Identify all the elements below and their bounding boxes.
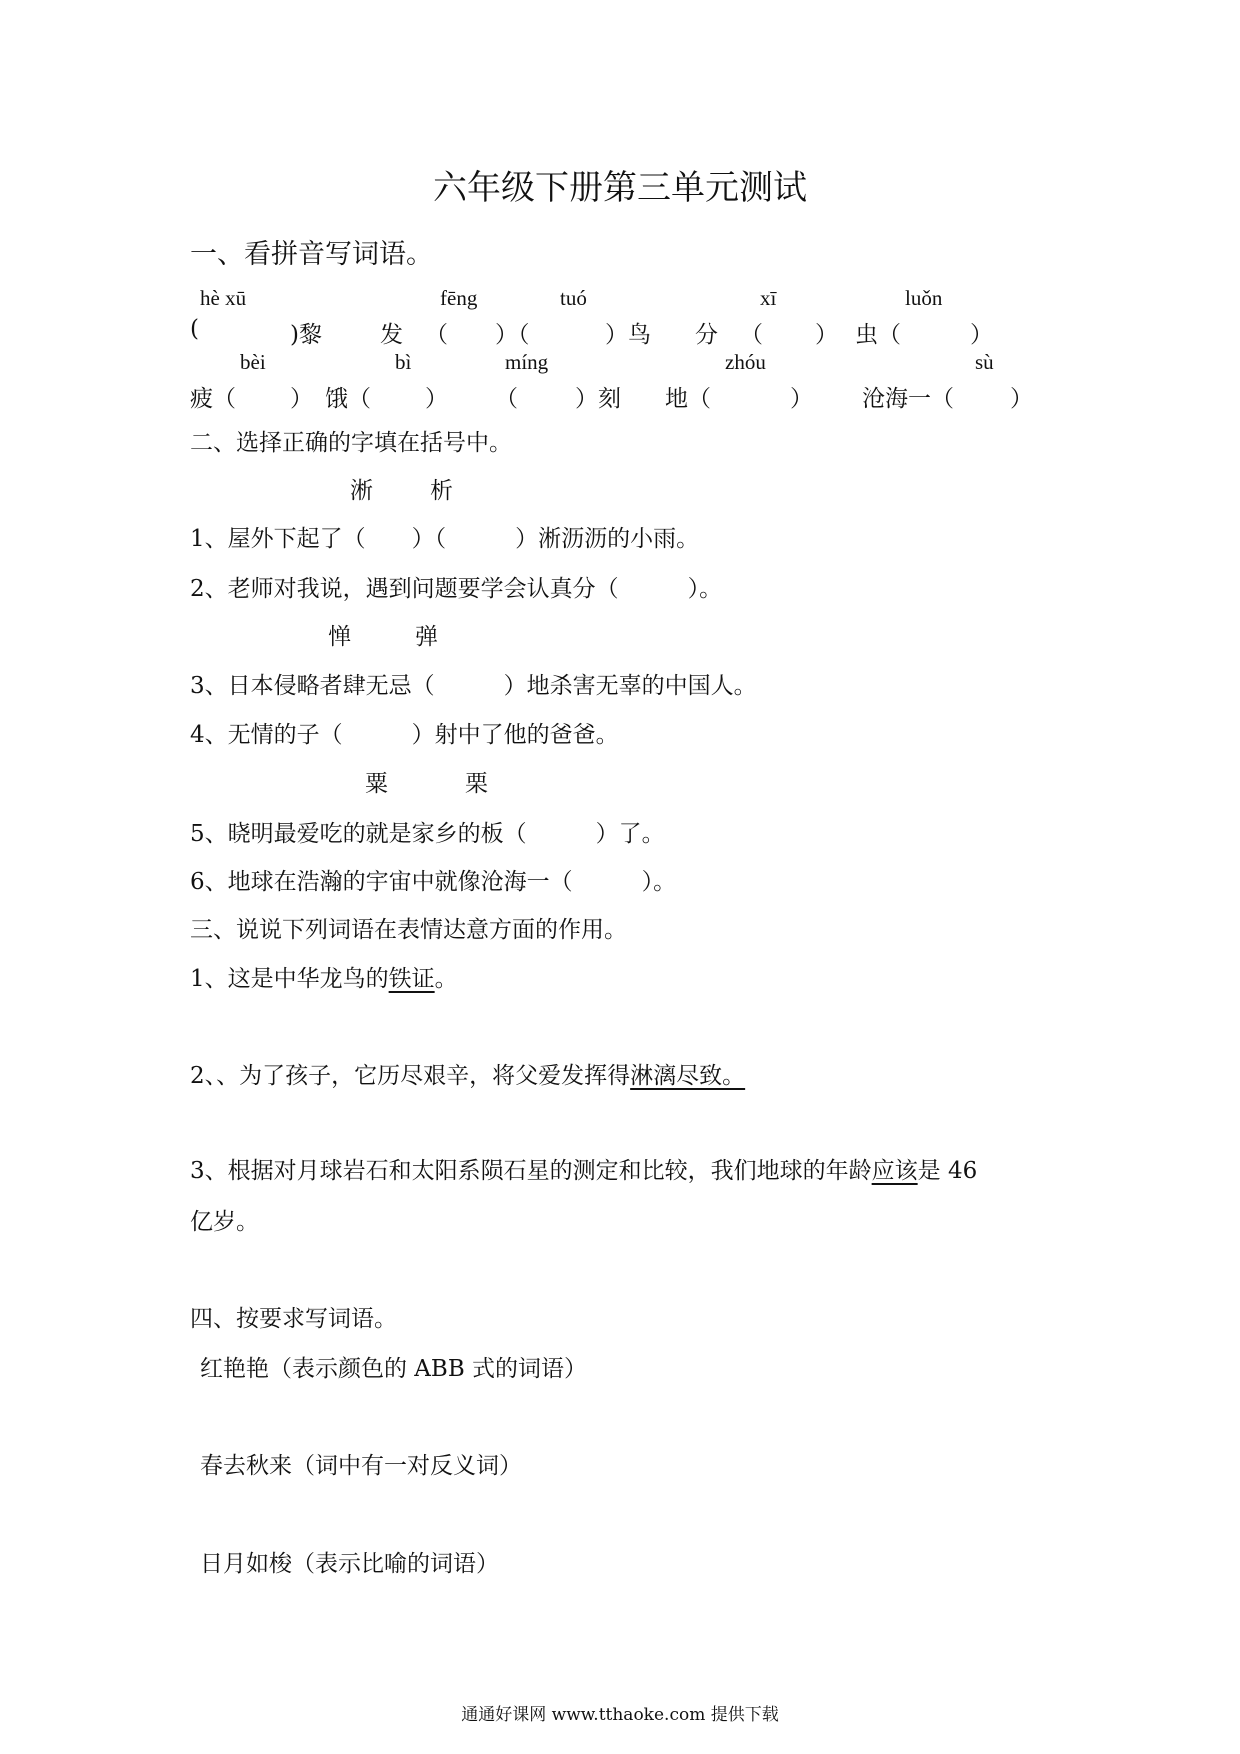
blank-open: ( [190,316,199,342]
question-3-1-text: 1、这是中华龙鸟的 [190,966,389,992]
question-3-1 [190,960,458,993]
word-pi: 疲（ [190,386,236,412]
section1-heading: 一、看拼音写词语。 [190,239,433,270]
word-ke: ）刻 [575,386,621,412]
pinyin-hexu: hè xū [200,286,247,310]
word-niao: ）鸟 [605,322,651,348]
question-3-1-end: 。 [434,966,458,992]
pinyin-luan: luǒn [905,286,943,310]
question-2-6: 6、地球在浩瀚的宇宙中就像沧海一（ ）。 [190,869,677,895]
question-2-3: 3、日本侵略者肆无忌（ ）地杀害无辜的中国人。 [190,673,757,699]
blank-close: ） [970,322,993,348]
choice-2a: 惮 [328,624,351,650]
pinyin-tuo: tuó [560,286,587,310]
question-2-1: 1、屋外下起了（ ）（ ）淅沥沥的小雨。 [190,526,700,552]
footer-source: 通通好课网 www.tthaoke.com 提供下载 [461,1705,779,1725]
section3-heading: 三、说说下列词语在表情达意方面的作用。 [190,917,627,943]
word-chong: 虫（ [855,322,901,348]
word-canghai: 沧海一（ [862,386,954,412]
pinyin-bi: bì [395,350,412,374]
pinyin-feng: fēng [440,286,478,310]
question-2-4: 4、无情的子（ ）射中了他的爸爸。 [190,722,619,748]
question-3-3-line2: 亿岁。 [190,1209,259,1235]
word-e: 饿（ [325,386,371,412]
word-di: 地（ [665,386,711,412]
question-3-3-end: 是 46 [917,1158,978,1184]
section2-heading: 二、选择正确的字填在括号中。 [190,430,512,456]
question-2-5: 5、晓明最爱吃的就是家乡的板（ ）了。 [190,821,665,847]
question-3-3-text: 3、根据对月球岩石和太阳系陨石星的测定和比较，我们地球的年龄 [190,1158,872,1184]
question-3-3 [190,1152,977,1185]
blank-pair: ）（ [495,322,530,348]
word-li: )黎 [290,322,322,348]
underlined-word: 应该 [871,1158,918,1184]
word-task-2: 春去秋来（词中有一对反义词） [200,1453,522,1479]
blank-close: ） [790,386,813,412]
blank-open: （ [495,386,518,412]
question-2-2: 2、老师对我说，遇到问题要学会认真分（ ）。 [190,576,723,602]
choice-3a: 粟 [365,771,388,797]
pinyin-ming: míng [505,350,549,374]
question-3-2 [190,1057,745,1090]
pinyin-zhou: zhóu [725,350,766,374]
pinyin-su: sù [975,350,994,374]
choice-3b: 栗 [465,771,488,797]
word-task-3: 日月如梭（表示比喻的词语） [200,1551,499,1577]
blank-open: （ [740,322,763,348]
underlined-word: 淋漓尽致。 [630,1063,746,1089]
blank-close: ） [815,322,838,348]
word-fa: 发 [380,322,403,348]
page-title: 六年级下册第三单元测试 [433,168,807,208]
word-task-1: 红艳艳（表示颜色的 ABB 式的词语） [200,1356,588,1382]
choice-2b: 弹 [415,624,438,650]
choice-1b: 析 [430,478,453,504]
blank-open: （ [425,322,448,348]
question-3-2-text: 2、、为了孩子，它历尽艰辛，将父爱发挥得 [190,1063,631,1089]
blank-close: ） [290,386,313,412]
choice-1a: 淅 [350,478,373,504]
pinyin-bei: bèi [240,350,266,374]
pinyin-xi: xī [760,286,777,310]
underlined-word: 铁证 [388,966,435,992]
section4-heading: 四、按要求写词语。 [190,1306,397,1332]
blank-close: ） [1010,386,1033,412]
word-fen: 分 [695,322,718,348]
blank-close: ） [425,386,448,412]
